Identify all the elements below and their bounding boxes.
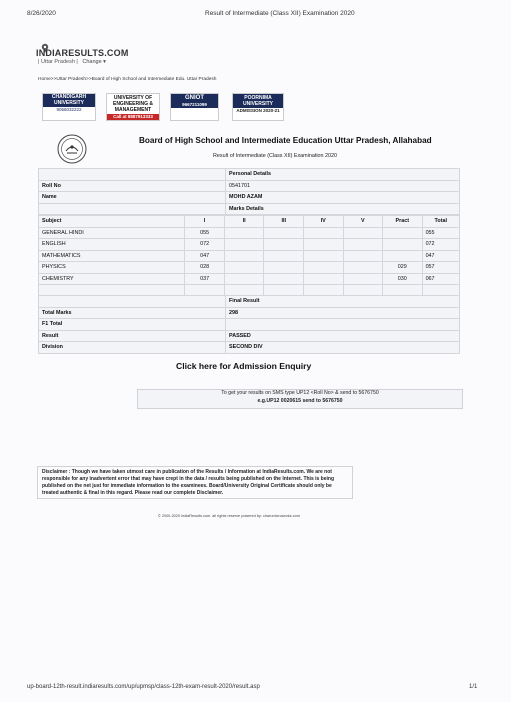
table-row (39, 307, 460, 319)
marks-cell (303, 227, 343, 239)
marks-cell (264, 273, 304, 285)
marks-cell: 037 (185, 273, 225, 285)
marks-cell: 030 (383, 273, 423, 285)
banner-poornima[interactable]: POORNIMA UNIVERSITY ADMISSION 2020-21 (232, 93, 284, 121)
marks-cell (224, 227, 264, 239)
marks-cell (303, 273, 343, 285)
marks-cell: 057 (422, 262, 459, 274)
change-link[interactable]: Change ▾ (82, 59, 106, 65)
marks-cell: 028 (185, 262, 225, 274)
subject-cell: CHEMISTRY (39, 273, 185, 285)
marks-cell (383, 239, 423, 251)
marks-body (39, 227, 460, 296)
banner-uem[interactable]: UNIVERSITY OF ENGINEERING & MANAGEMENT Call at 8887913333 (106, 93, 160, 121)
marks-cell (343, 227, 383, 239)
final-result-heading: Final Result (226, 296, 460, 308)
total-marks-label: Total Marks (39, 307, 226, 319)
marks-cell: 072 (185, 239, 225, 251)
marks-cell (224, 273, 264, 285)
marks-cell (343, 262, 383, 274)
table-row (39, 239, 460, 251)
name-value: MOHD AZAM (226, 192, 460, 204)
marks-cell: 047 (422, 250, 459, 262)
subject-cell: GENERAL HINDI (39, 227, 185, 239)
site-state: | Uttar Pradesh | Change ▾ (38, 59, 106, 65)
marks-cell (224, 262, 264, 274)
marks-cell (224, 250, 264, 262)
marks-cell (303, 262, 343, 274)
print-page-number: 1/1 (469, 684, 478, 690)
copyright-notice: © 2000-2020 IndiaResults.com. all rights reserve powered by: charumicroworks.com (158, 514, 300, 518)
marks-cell (343, 250, 383, 262)
marks-table (38, 215, 460, 297)
banner-chandigarh-university[interactable]: CHANDIGARH UNIVERSITY 9056032222 (42, 93, 96, 121)
subject-cell: ENGLISH (39, 239, 185, 251)
marks-cell: 055 (185, 227, 225, 239)
result-subtitle: Result of Intermediate (Class XII) Examination 2020 (213, 153, 338, 159)
breadcrumb-current: Board of High School and Intermediate Edu. Uttar Pradesh (91, 77, 217, 82)
division-label: Division (39, 342, 226, 354)
f1-total-value (226, 319, 460, 331)
sms-line-2: e.g.UP12 0020615 send to 5676750 (257, 397, 343, 404)
final-result-table (38, 295, 460, 354)
table-row (39, 273, 460, 285)
marks-cell: 055 (422, 227, 459, 239)
print-date: 8/26/2020 (27, 10, 56, 17)
disclaimer-box (37, 466, 353, 499)
marks-details-heading: Marks Details (226, 203, 460, 215)
roll-no-label: Roll No (39, 180, 226, 192)
marks-cell (303, 250, 343, 262)
site-logo[interactable]: INDIARESULTS.COM (36, 48, 129, 58)
marks-cell (383, 227, 423, 239)
result-value: PASSED (226, 330, 460, 342)
marks-cell (383, 250, 423, 262)
marks-cell: 067 (422, 273, 459, 285)
division-value: SECOND DIV (226, 342, 460, 354)
marks-cell: 029 (383, 262, 423, 274)
personal-details-heading: Personal Details (226, 169, 460, 181)
roll-no-value: 0541701 (226, 180, 460, 192)
table-row (39, 262, 460, 274)
name-label: Name (39, 192, 226, 204)
marks-cell (264, 239, 304, 251)
print-title: Result of Intermediate (Class XII) Examination 2020 (205, 10, 355, 17)
table-row (39, 192, 460, 204)
marks-cell: 072 (422, 239, 459, 251)
table-row (39, 342, 460, 354)
breadcrumb-uttar-pradesh[interactable]: Uttar Pradesh (56, 77, 87, 82)
marks-cell (343, 273, 383, 285)
up-emblem-icon (57, 134, 87, 164)
marks-cell (264, 227, 304, 239)
board-title: Board of High School and Intermediate Education Uttar Pradesh, Allahabad (139, 136, 432, 145)
disclaimer-text: Disclaimer : Though we have taken utmost care in publication of the Results / Information at IndiaResults.com. We are not responsible for any inadvertent error that may have crept in the data / results being published on the Internet. This is being published on the net just for immediate information to the examinees. Board/University Original Certificate should only be treated authentic & final in this regard. Please read our complete Disclaimer. (42, 469, 335, 496)
print-footer-url: up-board-12th-result.indiaresults.com/up/upmsp/class-12th-exam-result-2020/result.asp (27, 684, 260, 690)
subject-cell: MATHEMATICS (39, 250, 185, 262)
marks-cell (264, 262, 304, 274)
breadcrumb-home[interactable]: Home (38, 77, 51, 82)
table-row (39, 180, 460, 192)
total-marks-value: 298 (226, 307, 460, 319)
marks-cell (343, 239, 383, 251)
banner-gniot[interactable]: GNIOT 9667211099 (170, 93, 219, 121)
marks-header-row: Subject I II III IV V Pract Total (39, 216, 460, 228)
table-row (39, 250, 460, 262)
admission-enquiry-link[interactable]: Click here for Admission Enquiry (176, 361, 312, 371)
sms-info-box (137, 389, 463, 409)
personal-details-table (38, 168, 460, 215)
table-row (39, 319, 460, 331)
table-row (39, 227, 460, 239)
marks-cell: 047 (185, 250, 225, 262)
marks-cell (303, 239, 343, 251)
subject-cell: PHYSICS (39, 262, 185, 274)
marks-cell (224, 239, 264, 251)
marks-cell (264, 250, 304, 262)
breadcrumb: Home>>Uttar Pradesh>>Board of High School and Intermediate Edu. Uttar Pradesh (38, 77, 217, 82)
sms-line-1: To get your results on SMS type UP12 <Roll No> & send to 5676750 (221, 390, 379, 396)
f1-total-label: F1 Total (39, 319, 226, 331)
table-row (39, 330, 460, 342)
result-label: Result (39, 330, 226, 342)
